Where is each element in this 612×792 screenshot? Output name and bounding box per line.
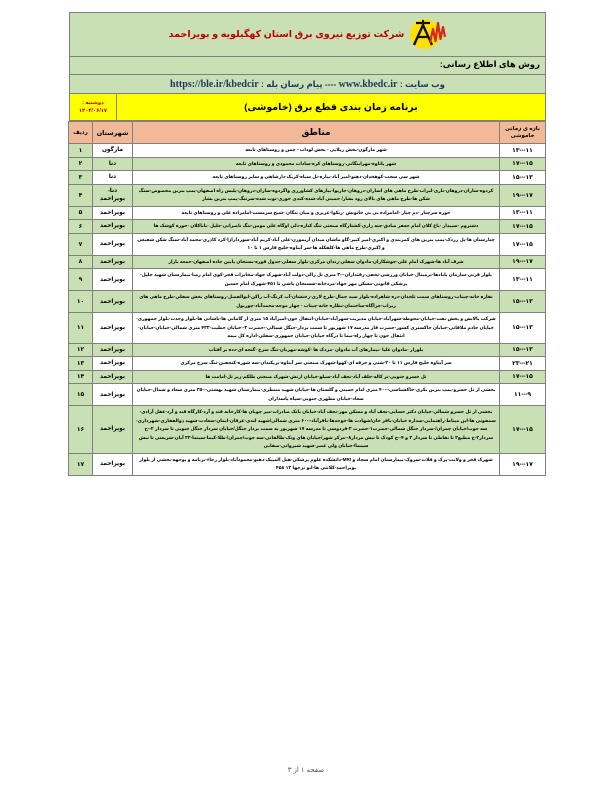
cell-outage-time: ۱۱---۱۳ bbox=[500, 206, 546, 220]
cell-city: بویراحمد bbox=[93, 206, 133, 220]
table-row bbox=[69, 220, 546, 234]
table-row bbox=[69, 384, 546, 406]
cell-areas: چنارستان ها-پل زردک-پمپ بنزین های کمربندی و اکبری-امیر کبیر-گاو ماشان میدان آزیموزن-علی آباد-کریم آباد-سورداراژا-کرد کاذری-محمد آباد-سنگ شکن شفیعی و اکبری-طرح ماهی ها-کلفکله ها-سر آبتاوه-خلیج فارس ۱ تا ۱۰ bbox=[133, 233, 500, 255]
outage-schedule-table bbox=[68, 121, 546, 476]
cell-areas: تل خسرو جنوبی-تر کاله-خلف آباد-نجف آباد-سیلو-خیابان ارتش-شهرک صنعتی ظلکم-زیر تل-امامت ها bbox=[133, 370, 500, 384]
table-row bbox=[69, 269, 546, 291]
cell-city: بویراحمد bbox=[93, 255, 133, 269]
column-header-city: شهرستان bbox=[93, 122, 133, 144]
cell-city: بویراحمد bbox=[93, 384, 133, 406]
table-row bbox=[69, 370, 546, 384]
cell-rank: ۱۲ bbox=[69, 343, 93, 357]
banner-day-label: دوشنبه : bbox=[82, 100, 104, 106]
schedule-banner bbox=[69, 94, 546, 121]
table-row bbox=[69, 453, 546, 475]
cell-areas: شهرک فخر و ولایت-پرک و قلات-سروک-بیمارستان امام سجاد و MRI-دانشکده علوم پزشکی-هتل المپیک-دهنو-محمودآباد-بلوار رجاء-برنامه و بوجهه-بخشی از بلوار بویراحمد-کلانتی ها-ابو نرجها ۱۲ ۴۵۸ bbox=[133, 453, 500, 475]
cell-city: بویراحمد bbox=[93, 370, 133, 384]
cell-rank: ۱۳ bbox=[69, 357, 93, 371]
cell-outage-time: ۱۵---۱۷ bbox=[500, 233, 546, 255]
table-row bbox=[69, 343, 546, 357]
cell-areas: دشتروم -سپیدار -باغ کلان امام جعفر صادق-چنه زاری-کشتارگاه صنعتی تنگ کناره-دلی اوگاه علی مومن-تنگ ناصرانی-جلیل -باباکلان -حوزه کوشک ها bbox=[133, 220, 500, 234]
table-row bbox=[69, 291, 546, 313]
messenger-label: ---- پیام رسان بله : bbox=[258, 78, 339, 89]
banner-title: برنامه زمان بندی قطع برق (خاموشی) bbox=[244, 101, 418, 113]
cell-areas: شرکت پالایش و پخش نفت-خیابان-محوطه-شهرآباد-خیابان مدیریت-شهرآباد-خیابان-انتقال خون-امیرآباد ۱۵ متری از گاماتی ها-تاشانی ها-بلوار وحدت-بلوار جمهوری-خیابان خادم ملاقاتی-خیابان خاکستری کشور-حضرت قاز مدرسه ۱۷ شهریور تا سمت بردار-جنگل شمالی--حضرت ۳--خیابان خطیب-۴۳۲ متری شمالی-خیابان-خیابان-انتقال خون تا چهار راه-نیما تا درگاه خیابان-خیابان جمهوری-سفلی-اداره کل بیمه bbox=[133, 313, 500, 344]
table-row bbox=[69, 313, 546, 344]
cell-city: بویراحمد bbox=[93, 269, 133, 291]
contact-urls-row bbox=[69, 75, 546, 94]
cell-city: دنا bbox=[93, 157, 133, 171]
table-row bbox=[69, 206, 546, 220]
cell-city: مارگون bbox=[93, 144, 133, 158]
contact-methods-label: روش های اطلاع رسانی: bbox=[439, 59, 540, 69]
cell-rank: ۴ bbox=[69, 184, 93, 206]
cell-rank: ۱۴ bbox=[69, 370, 93, 384]
banner-date-value: ۱۴۰۴/۰۶/۱۷ bbox=[78, 108, 108, 114]
table-body bbox=[69, 144, 546, 476]
cell-rank: ۲ bbox=[69, 157, 93, 171]
cell-areas: شهر مارگون-بخش زیلایی - بخش لوداب - چمن و روستاهای تابعه bbox=[133, 144, 500, 158]
cell-areas: شرف آباد ها-شهرک امام علی-جوشکاران-مادوان سفلی-زندان مرکزی-بلوار سفلی-جدول قوره-بستخان پایین جاده اصفهان-جمعه بازار bbox=[133, 255, 500, 269]
cell-outage-time: ۹---۱۱ bbox=[500, 384, 546, 406]
table-row bbox=[69, 255, 546, 269]
cell-city: بویراحمد bbox=[93, 357, 133, 371]
cell-outage-time: ۱۳---۱۵ bbox=[500, 313, 546, 344]
cell-rank: ۱ bbox=[69, 144, 93, 158]
cell-outage-time: ۱۳---۱۵ bbox=[500, 343, 546, 357]
banner-title-cell bbox=[116, 94, 545, 120]
cell-outage-time: ۲۱---۲۳ bbox=[500, 357, 546, 371]
cell-areas: سر آبتاوه خلیج فارس ۱۱ تا ۲۰-شنی و حرفه ای-کهوا-شهرک صنعتی سر آبتاوه-بریکندان-سه شوره-کنجفین-تنگ سرخ مرکزی bbox=[133, 357, 500, 371]
table-row bbox=[69, 406, 546, 454]
cell-rank: ۱۵ bbox=[69, 384, 93, 406]
cell-city: دنا- بویراحمد bbox=[93, 184, 133, 206]
cell-outage-time: ۱۷---۱۹ bbox=[500, 453, 546, 475]
page-footer bbox=[0, 766, 612, 774]
kbedc-logo-icon bbox=[404, 17, 448, 53]
column-header-areas: مناطق bbox=[133, 122, 500, 144]
outage-schedule-sheet bbox=[69, 12, 546, 476]
cell-city: بویراحمد bbox=[93, 220, 133, 234]
cell-areas: نقاره خانه-چیتاب-روستاهای سمت تلخدان-دره شاهزاده-بلوار سید جمال-طرح لاری-رختشان-آب کرنگ-آب راکن-ابوالفضل-روستاهای بخش سفلی-طرح ماهی های زیراب-چراگاه-ساختمان-نظاره خانه-چیتاب - چهار موجه-محمدآباد-چوریول bbox=[133, 291, 500, 313]
cell-city: بویراحمد bbox=[93, 406, 133, 454]
website-url[interactable]: www.kbedc.ir bbox=[338, 78, 398, 90]
table-row bbox=[69, 157, 546, 171]
company-header bbox=[69, 12, 546, 57]
cell-city: بویراحمد bbox=[93, 291, 133, 313]
cell-areas: شهر پاتاوه-مهرابنگانی-روستاهای کره-سادات محمودی و روستاهای تابعه bbox=[133, 157, 500, 171]
table-row bbox=[69, 357, 546, 371]
column-header-rank: ردیف bbox=[69, 122, 93, 144]
cell-areas: بخشی از تل خسرو-پمپ بنزین بکری-خاکشناسی---۴۰ متری امام خمینی و گلستان ها-خیابان شهید منتظری-بیمارستان شهید بهشتی---۳۵ متری سعاد و شمال-خیابان سعاد-خیابان مطهری جنوبی-سپاه پاسداران bbox=[133, 384, 500, 406]
cell-areas: بلوزار -مادوان علیا -بیمارهای آب مادوان -مردک ها -کوشه-مهربان-تنگ سرخ -گنجه ای-دده بر آفتاب bbox=[133, 343, 500, 357]
contact-methods-row bbox=[69, 57, 546, 75]
cell-rank: ۷ bbox=[69, 233, 93, 255]
cell-rank: ۱۱ bbox=[69, 313, 93, 344]
cell-city: بویراحمد bbox=[93, 453, 133, 475]
cell-rank: ۱۷ bbox=[69, 453, 93, 475]
cell-outage-time: ۱۷---۱۹ bbox=[500, 184, 546, 206]
cell-areas: کردوه-ساران-دروهان-ناری-لیراب-طرح ماهی های اساران-دروهان-جاریوا-بیازهای کشاورزی واگردوه-ساران-دروهان-پلیس راه اصفهان-پمپ بنزین مخصوص-سنگ شکن ها-طرح ماهی های بالای رود بشار/ خمینی آباد-شده-کندی خوری-نوت شده-سرتنگ-پمپ بنزین بشار bbox=[133, 184, 500, 206]
cell-outage-time: ۱۳---۱۵ bbox=[500, 171, 546, 185]
cell-rank: ۱۰ bbox=[69, 291, 93, 313]
cell-outage-time: ۱۵---۱۷ bbox=[500, 157, 546, 171]
cell-outage-time: ۱۵---۱۷ bbox=[500, 370, 546, 384]
table-row bbox=[69, 233, 546, 255]
company-title: شرکت توزیع نیروی برق استان کهگیلویه و بویراحمد bbox=[168, 29, 405, 40]
cell-rank: ۶ bbox=[69, 220, 93, 234]
messenger-url[interactable]: https://ble.ir/kbedcir bbox=[170, 78, 259, 90]
cell-areas: بخشی از تل خسرو شمالی-خیابان دکتر حسابی-نجف آباد و مسکن مهر-نجف آباد-خیابان بانک صادرات-میر چوبان ها-کارخانه قند و آرد-کارگاه قند و آرد-عقل آزادی-سمفونی ها-این میناط-راهنمایی-سداره خیابان-بافر خان/شهادت ها-خوجدها-باقرآباد---۶۰ متری شمالی/شهید لندی-عرفان-ایمان-سعادت-شهید ذوالفقاری-شهرداری-سه جوب/خیابان چمران/-سردار جنگل شمالی-حضرت۱-حضرت ۲-فردوسی تا مدرسه ۱۷ شهریور به سمت بردار جنگل/خیابان سردار جنگل جنوبی تا سردار ۲--خ سردار۲-خ مطیع۲ تا نقاطی تا سردار ۳ و ۴--خ کودک تا نبش مردار۸--مرکز شهر/خیابان های ونک-طالقانی-سه جوب/چمران/-طلا-کیما-سینما-۲۲ آبان-شریعتی تا نبش سینما/-خیابان ولی عصر-شهید شیروانی-صفایی bbox=[133, 406, 500, 454]
cell-outage-time: ۱۱---۱۳ bbox=[500, 269, 546, 291]
cell-outage-time: ۱۳---۱۵ bbox=[500, 291, 546, 313]
table-header-row bbox=[69, 122, 546, 144]
cell-outage-time: ۱۵---۱۷ bbox=[500, 220, 546, 234]
table-row bbox=[69, 171, 546, 185]
cell-areas: بلوار قرنی-سازمان بابادها-ترمینال-خیابان ورزشی-تخفی-رفتداران---۳ متری تل زالی-دولت آباد-شهرک جهاد-مخابرات فجر-کوی امام رضا-بیمارستان شهید جلیل-پزشکی قانونی-مسکن مهر جهاد-مردخانه-شستخان پاشی تا ۴۵۱-شهرک امام حسین bbox=[133, 269, 500, 291]
cell-city: بویراحمد bbox=[93, 233, 133, 255]
column-header-time: بازه ی زمانی خاموشی bbox=[500, 122, 546, 144]
page-indicator: صفحه ۱ از ۳ bbox=[287, 767, 325, 774]
cell-rank: ۱۶ bbox=[69, 406, 93, 454]
cell-city: بویراحمد bbox=[93, 343, 133, 357]
cell-outage-time: ۱۱---۱۳ bbox=[500, 144, 546, 158]
cell-rank: ۸ bbox=[69, 255, 93, 269]
cell-rank: ۹ bbox=[69, 269, 93, 291]
cell-city: بویراحمد bbox=[93, 313, 133, 344]
banner-date-cell bbox=[70, 94, 116, 120]
contact-urls-text bbox=[170, 79, 445, 90]
cell-rank: ۳ bbox=[69, 171, 93, 185]
cell-areas: حوزه سرچنار -دم چنار -امامزاده بی بی خاتونش -زنکوا-عزیزی و میان تنگان -شیخ سرمست-امامزاده علی و روستاهای تابعه bbox=[133, 206, 500, 220]
cell-outage-time: ۱۵---۱۷ bbox=[500, 406, 546, 454]
table-row bbox=[69, 144, 546, 158]
cell-outage-time: ۱۷---۱۹ bbox=[500, 255, 546, 269]
cell-city: دنا bbox=[93, 171, 133, 185]
cell-rank: ۵ bbox=[69, 206, 93, 220]
table-header bbox=[69, 122, 546, 144]
table-row bbox=[69, 184, 546, 206]
website-label: وب سایت : bbox=[397, 78, 445, 89]
cell-areas: شهر سی سخت-کوهخدان-دهنو-امیر آباد-بیاره-تل سیاه-کریک-دارشاهی و سایر روستاهای تابعه bbox=[133, 171, 500, 185]
